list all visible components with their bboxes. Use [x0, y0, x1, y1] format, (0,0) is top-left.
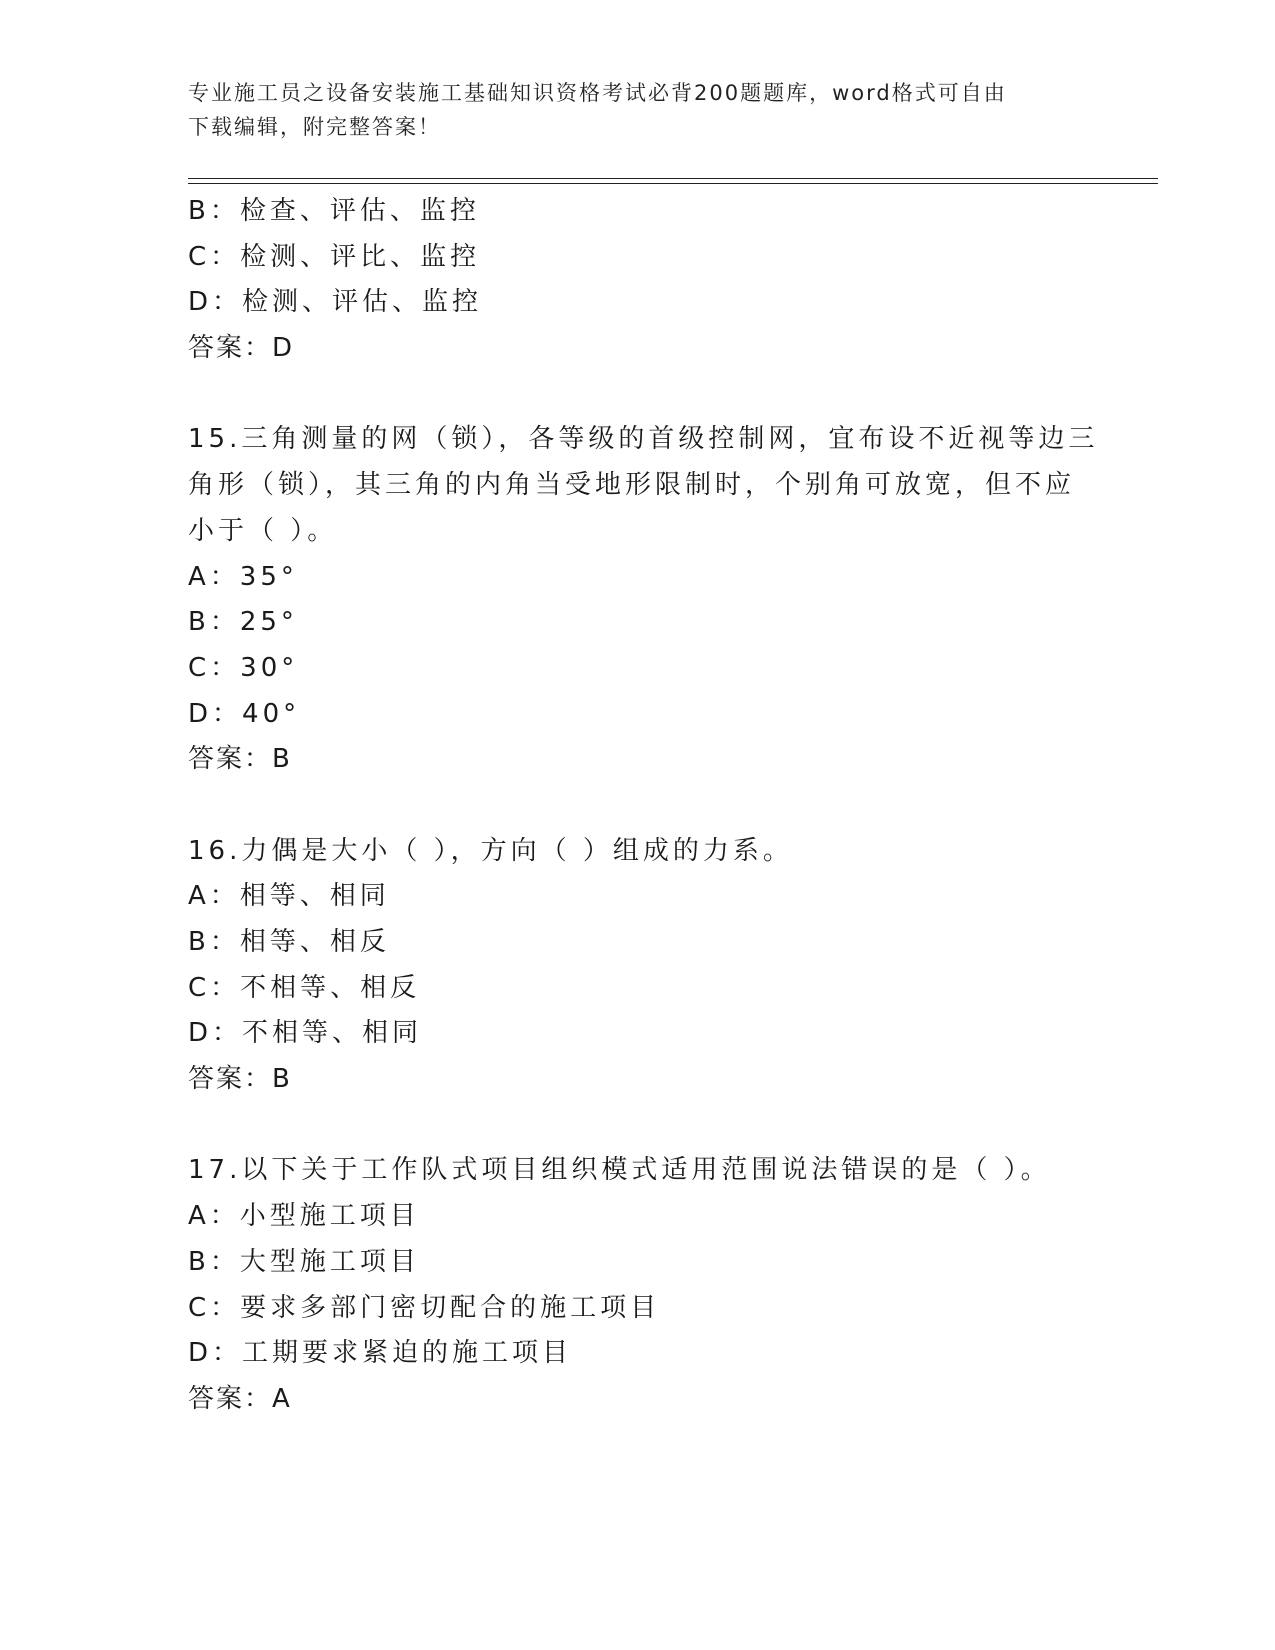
answer-label: 答案：: [188, 333, 273, 364]
question-text-line: 小于（ ）。: [188, 515, 338, 546]
answer-option: C：不相等、相反: [188, 972, 421, 1003]
answer-label: 答案：: [188, 1064, 273, 1095]
answer-label: 答案：: [188, 1383, 273, 1414]
answer-option: B：检查、评估、监控: [188, 196, 480, 226]
answer-label: 答案：: [188, 744, 273, 775]
answer-option: B：25°: [188, 607, 298, 638]
answer-option: C：检测、评比、监控: [188, 241, 481, 272]
answer-option: B：相等、相反: [188, 927, 390, 957]
answer-option: D：不相等、相同: [188, 1018, 423, 1049]
answer-option: A：小型施工项目: [188, 1201, 420, 1232]
question-block: [188, 829, 1088, 1103]
answer-option: C：30°: [188, 652, 299, 683]
answer-option: A：35°: [188, 561, 298, 592]
question-list: [188, 189, 1099, 1423]
question-text-line: 17.以下关于工作队式项目组织模式适用范围说法错误的是（ ）。: [188, 1155, 1051, 1186]
answer-value: B: [272, 744, 294, 775]
answer-option: D：40°: [188, 698, 301, 729]
document-header: [188, 76, 1068, 144]
header-line-1: 专业施工员之设备安装施工基础知识资格考试必背200题题库，word格式可自由: [188, 81, 1007, 105]
header-divider-top: [188, 178, 1158, 179]
answer-value: D: [272, 333, 297, 364]
question-text-line: 16.力偶是大小（ ），方向（ ）组成的力系。: [188, 835, 793, 866]
answer-line: [188, 1057, 1088, 1103]
answer-line: [188, 1377, 1088, 1423]
answer-option: B：大型施工项目: [188, 1246, 420, 1277]
question-block: [188, 189, 1088, 372]
question-block: [188, 417, 1099, 783]
header-divider-bottom: [188, 183, 1158, 184]
answer-value: B: [272, 1064, 294, 1095]
answer-line: [188, 326, 1088, 372]
question-block: [188, 1148, 1088, 1422]
answer-option: D：工期要求紧迫的施工项目: [188, 1338, 573, 1369]
answer-option: C：要求多部门密切配合的施工项目: [188, 1292, 661, 1323]
question-text-line: 15.三角测量的网（锁），各等级的首级控制网，宜布设不近视等边三: [188, 424, 1099, 455]
answer-value: A: [272, 1383, 294, 1414]
answer-option: D：检测、评估、监控: [188, 287, 483, 318]
answer-option: A：相等、相同: [188, 881, 390, 912]
answer-line: [188, 737, 1088, 783]
header-line-2: 下载编辑，附完整答案！: [188, 115, 441, 139]
question-text-line: 角形（锁），其三角的内角当受地形限制时，个别角可放宽，但不应: [188, 470, 1076, 501]
